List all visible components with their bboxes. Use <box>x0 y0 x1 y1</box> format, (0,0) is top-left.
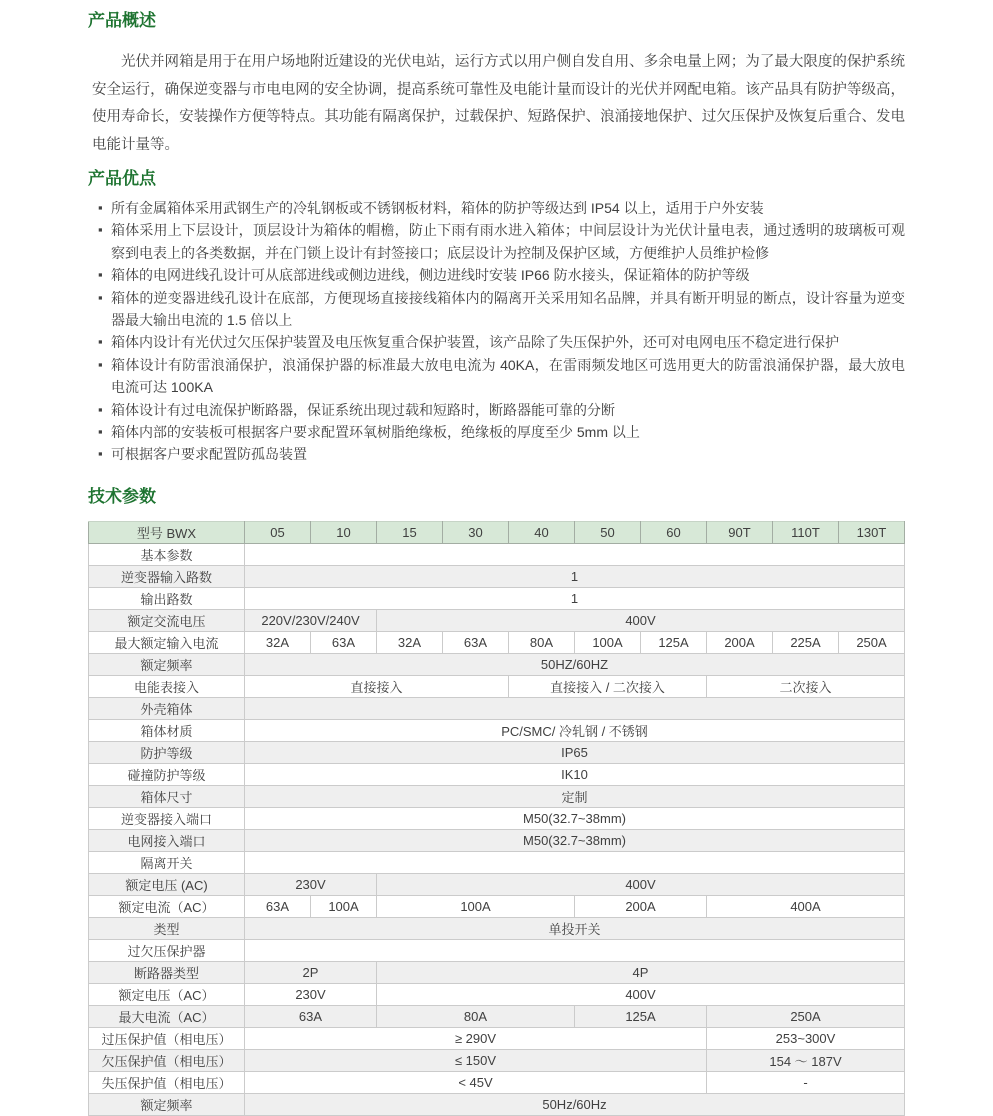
spec-row-label: 额定电流（AC） <box>89 895 245 917</box>
spec-value-cell: M50(32.7~38mm) <box>245 807 905 829</box>
spec-row <box>89 807 905 829</box>
specs-table <box>88 521 905 1116</box>
spec-row <box>89 587 905 609</box>
spec-value-cell: 80A <box>509 631 575 653</box>
overview-section <box>88 10 905 159</box>
spec-row-label: 隔离开关 <box>89 851 245 873</box>
spec-row <box>89 1049 905 1071</box>
spec-value-cell: 4P <box>377 961 905 983</box>
spec-value-cell: - <box>707 1071 905 1093</box>
spec-row <box>89 961 905 983</box>
spec-value-cell: 100A <box>377 895 575 917</box>
spec-value-cell: 二次接入 <box>707 675 905 697</box>
spec-row <box>89 895 905 917</box>
spec-value-cell: 220V/230V/240V <box>245 609 377 631</box>
advantages-list <box>88 197 905 466</box>
spec-row-label: 额定交流电压 <box>89 609 245 631</box>
spec-value-cell: 200A <box>707 631 773 653</box>
spec-row-label: 最大电流（AC） <box>89 1005 245 1027</box>
spec-value-cell: ≥ 290V <box>245 1027 707 1049</box>
bullet-square-icon: ▪ <box>98 356 103 372</box>
advantage-item <box>98 399 905 421</box>
spec-row-label: 电能表接入 <box>89 675 245 697</box>
spec-value-cell: 63A <box>245 895 311 917</box>
spec-row-label: 欠压保护值（相电压） <box>89 1049 245 1071</box>
spec-value-cell: 230V <box>245 873 377 895</box>
bullet-square-icon: ▪ <box>98 222 103 238</box>
bullet-square-icon: ▪ <box>98 424 103 440</box>
spec-row <box>89 1093 905 1115</box>
spec-value-cell: 125A <box>641 631 707 653</box>
spec-row <box>89 983 905 1005</box>
spec-row <box>89 1027 905 1049</box>
spec-value-cell: 2P <box>245 961 377 983</box>
model-column-header-50: 50 <box>575 521 641 543</box>
spec-value-cell: 63A <box>443 631 509 653</box>
spec-row-label: 额定电压 (AC) <box>89 873 245 895</box>
spec-value-cell: < 45V <box>245 1071 707 1093</box>
spec-value-cell: 230V <box>245 983 377 1005</box>
spec-row-label: 基本参数 <box>89 543 245 565</box>
spec-value-cell: 225A <box>773 631 839 653</box>
spec-row <box>89 873 905 895</box>
spec-value-cell: 32A <box>245 631 311 653</box>
specs-header-row <box>89 521 905 543</box>
spec-row-label: 箱体材质 <box>89 719 245 741</box>
model-column-header-15: 15 <box>377 521 443 543</box>
spec-value-cell <box>245 543 905 565</box>
spec-value-cell: 1 <box>245 565 905 587</box>
spec-value-cell: IK10 <box>245 763 905 785</box>
advantage-item <box>98 197 905 219</box>
spec-value-cell: 253~300V <box>707 1027 905 1049</box>
advantage-item-text: 箱体内部的安装板可根据客户要求配置环氧树脂绝缘板，绝缘板的厚度至少 5mm 以上 <box>111 424 640 441</box>
spec-value-cell: 400A <box>707 895 905 917</box>
advantage-item-text: 可根据客户要求配置防孤岛装置 <box>111 446 307 463</box>
specs-heading: 技术参数 <box>88 486 156 506</box>
spec-row-label: 电网接入端口 <box>89 829 245 851</box>
spec-value-cell: 400V <box>377 983 905 1005</box>
spec-row-label: 额定电压（AC） <box>89 983 245 1005</box>
spec-value-cell: 63A <box>311 631 377 653</box>
spec-row <box>89 939 905 961</box>
spec-value-cell: 1 <box>245 587 905 609</box>
spec-value-cell: PC/SMC/ 冷轧钢 / 不锈钢 <box>245 719 905 741</box>
advantage-item-text: 箱体内设计有光伏过欠压保护装置及电压恢复重合保护装置，该产品除了失压保护外，还可对电网电压不稳定进行保护 <box>111 334 839 351</box>
spec-row <box>89 763 905 785</box>
spec-row-label: 断路器类型 <box>89 961 245 983</box>
spec-value-cell: 250A <box>839 631 905 653</box>
spec-value-cell: 32A <box>377 631 443 653</box>
model-column-header-130T: 130T <box>839 521 905 543</box>
spec-row <box>89 1005 905 1027</box>
advantage-item <box>98 219 905 264</box>
spec-value-cell: 63A <box>245 1005 377 1027</box>
advantage-item <box>98 331 905 353</box>
spec-row-label: 外壳箱体 <box>89 697 245 719</box>
spec-value-cell: 100A <box>575 631 641 653</box>
model-series-header-cell: 型号 BWX <box>89 521 245 543</box>
spec-value-cell: ≤ 150V <box>245 1049 707 1071</box>
spec-value-cell: 单投开关 <box>245 917 905 939</box>
spec-row-label: 输出路数 <box>89 587 245 609</box>
spec-row <box>89 653 905 675</box>
spec-row-label: 额定频率 <box>89 653 245 675</box>
spec-row-label: 箱体尺寸 <box>89 785 245 807</box>
spec-row <box>89 697 905 719</box>
spec-row <box>89 565 905 587</box>
spec-row <box>89 741 905 763</box>
spec-row-label: 最大额定输入电流 <box>89 631 245 653</box>
advantages-heading: 产品优点 <box>88 169 156 188</box>
spec-value-cell <box>245 851 905 873</box>
model-column-header-10: 10 <box>311 521 377 543</box>
bullet-square-icon: ▪ <box>98 289 103 305</box>
spec-row <box>89 829 905 851</box>
advantage-item-text: 箱体设计有过电流保护断路器，保证系统出现过载和短路时，断路器能可靠的分断 <box>111 401 615 418</box>
spec-row <box>89 543 905 565</box>
model-column-header-110T: 110T <box>773 521 839 543</box>
model-column-header-60: 60 <box>641 521 707 543</box>
advantage-item <box>98 443 905 465</box>
advantage-item-text: 所有金属箱体采用武钢生产的冷轧钢板或不锈钢板材料，箱体的防护等级达到 IP54 以上，适用于户外安装 <box>111 200 764 216</box>
bullet-square-icon: ▪ <box>98 446 103 462</box>
spec-value-cell: 200A <box>575 895 707 917</box>
spec-row-label: 过欠压保护器 <box>89 939 245 961</box>
spec-value-cell: 50HZ/60HZ <box>245 653 905 675</box>
bullet-square-icon: ▪ <box>98 401 103 417</box>
bullet-square-icon: ▪ <box>98 334 103 350</box>
spec-row-label: 额定频率 <box>89 1093 245 1115</box>
spec-value-cell: 80A <box>377 1005 575 1027</box>
spec-value-cell <box>245 697 905 719</box>
advantage-item-text: 箱体的电网进线孔设计可从底部进线或侧边进线，侧边进线时安装 IP66 防水接头，保证箱体的防护等级 <box>111 267 750 284</box>
spec-row <box>89 675 905 697</box>
bullet-square-icon: ▪ <box>98 200 103 215</box>
model-column-header-30: 30 <box>443 521 509 543</box>
spec-value-cell: 50Hz/60Hz <box>245 1093 905 1115</box>
spec-value-cell: IP65 <box>245 741 905 763</box>
spec-row-label: 过压保护值（相电压） <box>89 1027 245 1049</box>
advantage-item-text: 箱体的逆变器进线孔设计在底部，方便现场直接接线箱体内的隔离开关采用知名品牌，并具有断开明显的断点，设计容量为逆变器最大输出电流的 1.5 倍以上 <box>111 289 905 329</box>
spec-row <box>89 851 905 873</box>
advantage-item-text: 箱体设计有防雷浪涌保护，浪涌保护器的标准最大放电电流为 40KA，在雷雨频发地区可选用更大的防雷浪涌保护器，最大放电电流可达 100KA <box>111 356 905 396</box>
spec-value-cell: 定制 <box>245 785 905 807</box>
specs-section <box>88 486 905 1116</box>
spec-row <box>89 631 905 653</box>
model-column-header-05: 05 <box>245 521 311 543</box>
spec-row-label: 失压保护值（相电压） <box>89 1071 245 1093</box>
advantage-item <box>98 264 905 286</box>
spec-value-cell <box>245 939 905 961</box>
spec-row-label: 防护等级 <box>89 741 245 763</box>
advantage-item <box>98 421 905 443</box>
spec-value-cell: 250A <box>707 1005 905 1027</box>
model-column-header-40: 40 <box>509 521 575 543</box>
spec-value-cell: 400V <box>377 873 905 895</box>
spec-value-cell: 154 ～ 187V <box>707 1049 905 1071</box>
spec-value-cell: 100A <box>311 895 377 917</box>
spec-value-cell: 400V <box>377 609 905 631</box>
spec-value-cell: 直接接入 / 二次接入 <box>509 675 707 697</box>
model-column-header-90T: 90T <box>707 521 773 543</box>
spec-row <box>89 609 905 631</box>
spec-row <box>89 917 905 939</box>
advantage-item <box>98 287 905 332</box>
spec-value-cell: 直接接入 <box>245 675 509 697</box>
advantages-section <box>88 168 905 466</box>
advantage-item-text: 箱体采用上下层设计，顶层设计为箱体的帽檐，防止下雨有雨水进入箱体；中间层设计为光伏计量电表，通过透明的玻璃板可观察到电表上的各类数据，并在门锁上设计有封签接口；底层设计为控制及保护区域，方便维护人员维护检修 <box>111 222 905 261</box>
spec-row-label: 逆变器接入端口 <box>89 807 245 829</box>
spec-row <box>89 1071 905 1093</box>
spec-row-label: 类型 <box>89 917 245 939</box>
spec-value-cell: 125A <box>575 1005 707 1027</box>
bullet-square-icon: ▪ <box>98 267 103 283</box>
spec-row <box>89 719 905 741</box>
advantage-item <box>98 354 905 399</box>
overview-paragraph: 光伏并网箱是用于在用户场地附近建设的光伏电站，运行方式以用户侧自发自用、多余电量上网；为了最大限度的保护系统安全运行，确保逆变器与市电电网的安全协调，提高系统可靠性及电能计量而设计的光伏并网配电箱。该产品具有防护等级高，使用寿命长，安装操作方便等特点。其功能有隔离保护，过载保护、短路保护、浪涌接地保护、过欠压保护及恢复后重合、发电电能计量等。 <box>92 54 905 153</box>
spec-row-label: 碰撞防护等级 <box>89 763 245 785</box>
overview-heading: 产品概述 <box>88 11 156 30</box>
spec-row-label: 逆变器输入路数 <box>89 565 245 587</box>
spec-value-cell: M50(32.7~38mm) <box>245 829 905 851</box>
spec-row <box>89 785 905 807</box>
